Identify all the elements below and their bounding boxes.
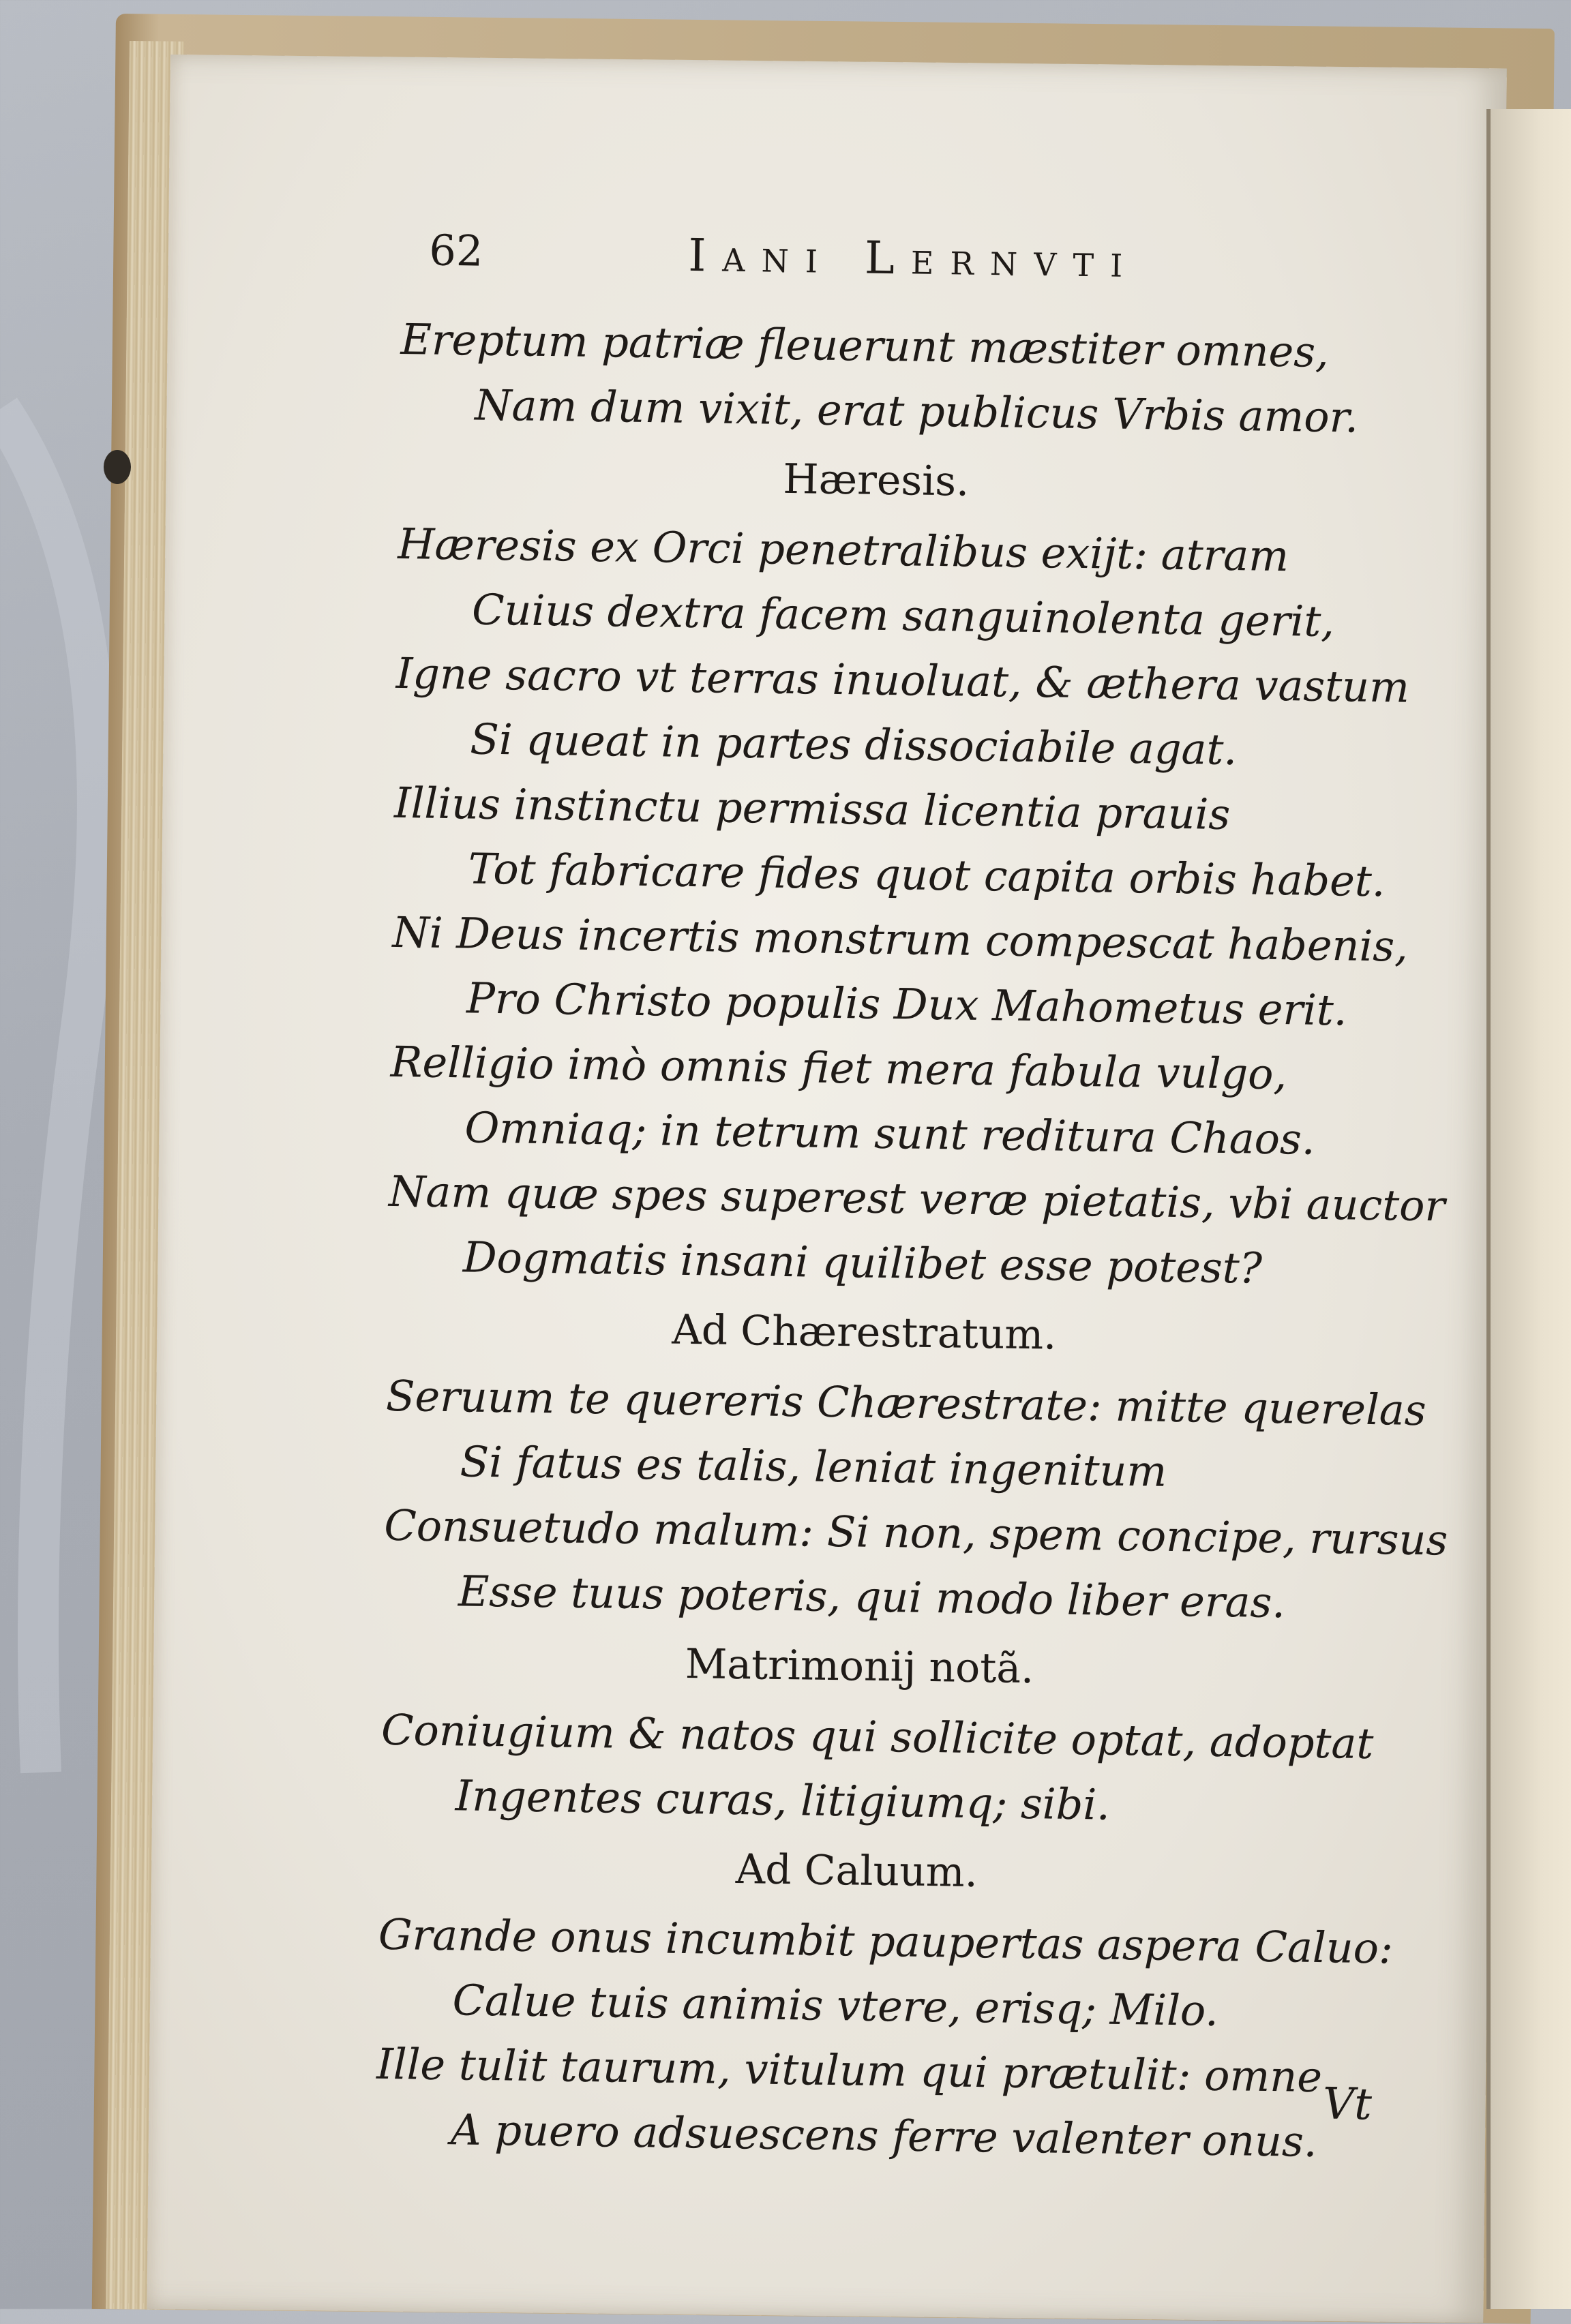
verse-line: A puero adsuescens ferre valenter onus. xyxy=(450,2104,1318,2167)
verse-line: Relligio imò omnis fiet mera fabula vulgo, xyxy=(390,1036,1287,1100)
page-number: 62 xyxy=(428,225,483,276)
verse-line: Hæresis ex Orci penetralibus exijt: atram xyxy=(397,518,1289,582)
verse-line: Nam quæ spes superest veræ pietatis, vbi auctor xyxy=(388,1166,1446,1231)
verse-line: Si queat in partes dissociabile agat. xyxy=(469,714,1238,775)
running-title: Iani Lernvti xyxy=(687,228,1139,288)
verse-line: Grande onus incumbit paupertas aspera Caluo: xyxy=(378,1909,1394,1974)
poem-heading: Ad Chærestratum. xyxy=(671,1306,1057,1359)
verse-line: Coniugium & natos qui sollicite optat, adoptat xyxy=(380,1704,1374,1769)
verse-line: Consuetudo malum: Si non, spem concipe, rursus xyxy=(383,1500,1448,1565)
poem-heading: Matrimonij notã. xyxy=(685,1640,1034,1693)
verse-line: Illius instinctu permissa licentia prauis xyxy=(393,777,1231,840)
page-text xyxy=(375,225,1448,2174)
verse-line: Seruum te quereris Chærestrate: mitte querelas xyxy=(385,1370,1427,1436)
verse-line: Omniaq; in tetrum sunt reditura Chaos. xyxy=(464,1102,1316,1164)
verse-line: Ni Deus incertis monstrum compescat habenis, xyxy=(392,907,1409,971)
poem-heading: Hæresis. xyxy=(782,455,970,506)
verse-line: Nam dum vixit, erat publicus Vrbis amor. xyxy=(474,380,1359,442)
facing-page xyxy=(1486,109,1571,2309)
verse-line: Esse tuus poteris, qui modo liber eras. xyxy=(458,1566,1286,1628)
verse-line: Calue tuis animis vtere, erisq; Milo. xyxy=(452,1975,1219,2036)
binding-hole xyxy=(104,450,131,484)
verse-line: Cuius dextra facem sanguinolenta gerit, xyxy=(471,584,1335,647)
verse-line: Igne sacro vt terras inuoluat, & æthera vastum xyxy=(395,648,1410,712)
poem-heading: Ad Caluum. xyxy=(735,1845,978,1897)
verse-line: Ingentes curas, litigiumq; sibi. xyxy=(455,1770,1111,1830)
verse-line: Pro Christo populis Dux Mahometus erit. xyxy=(466,973,1348,1036)
catchword: Vt xyxy=(1322,2079,1373,2130)
verse-line: Ereptum patriæ fleuerunt mæstiter omnes, xyxy=(400,314,1330,377)
verse-line: Si fatus es talis, leniat ingenitum xyxy=(460,1436,1167,1496)
running-head xyxy=(401,225,1357,320)
verse-line: Tot fabricare fides quot capita orbis habet. xyxy=(468,843,1386,907)
verse-line: Ille tulit taurum, vitulum qui prætulit: omne xyxy=(376,2038,1323,2102)
poem-body xyxy=(375,307,1448,2174)
verse-line: Dogmatis insani quilibet esse potest? xyxy=(462,1232,1263,1293)
